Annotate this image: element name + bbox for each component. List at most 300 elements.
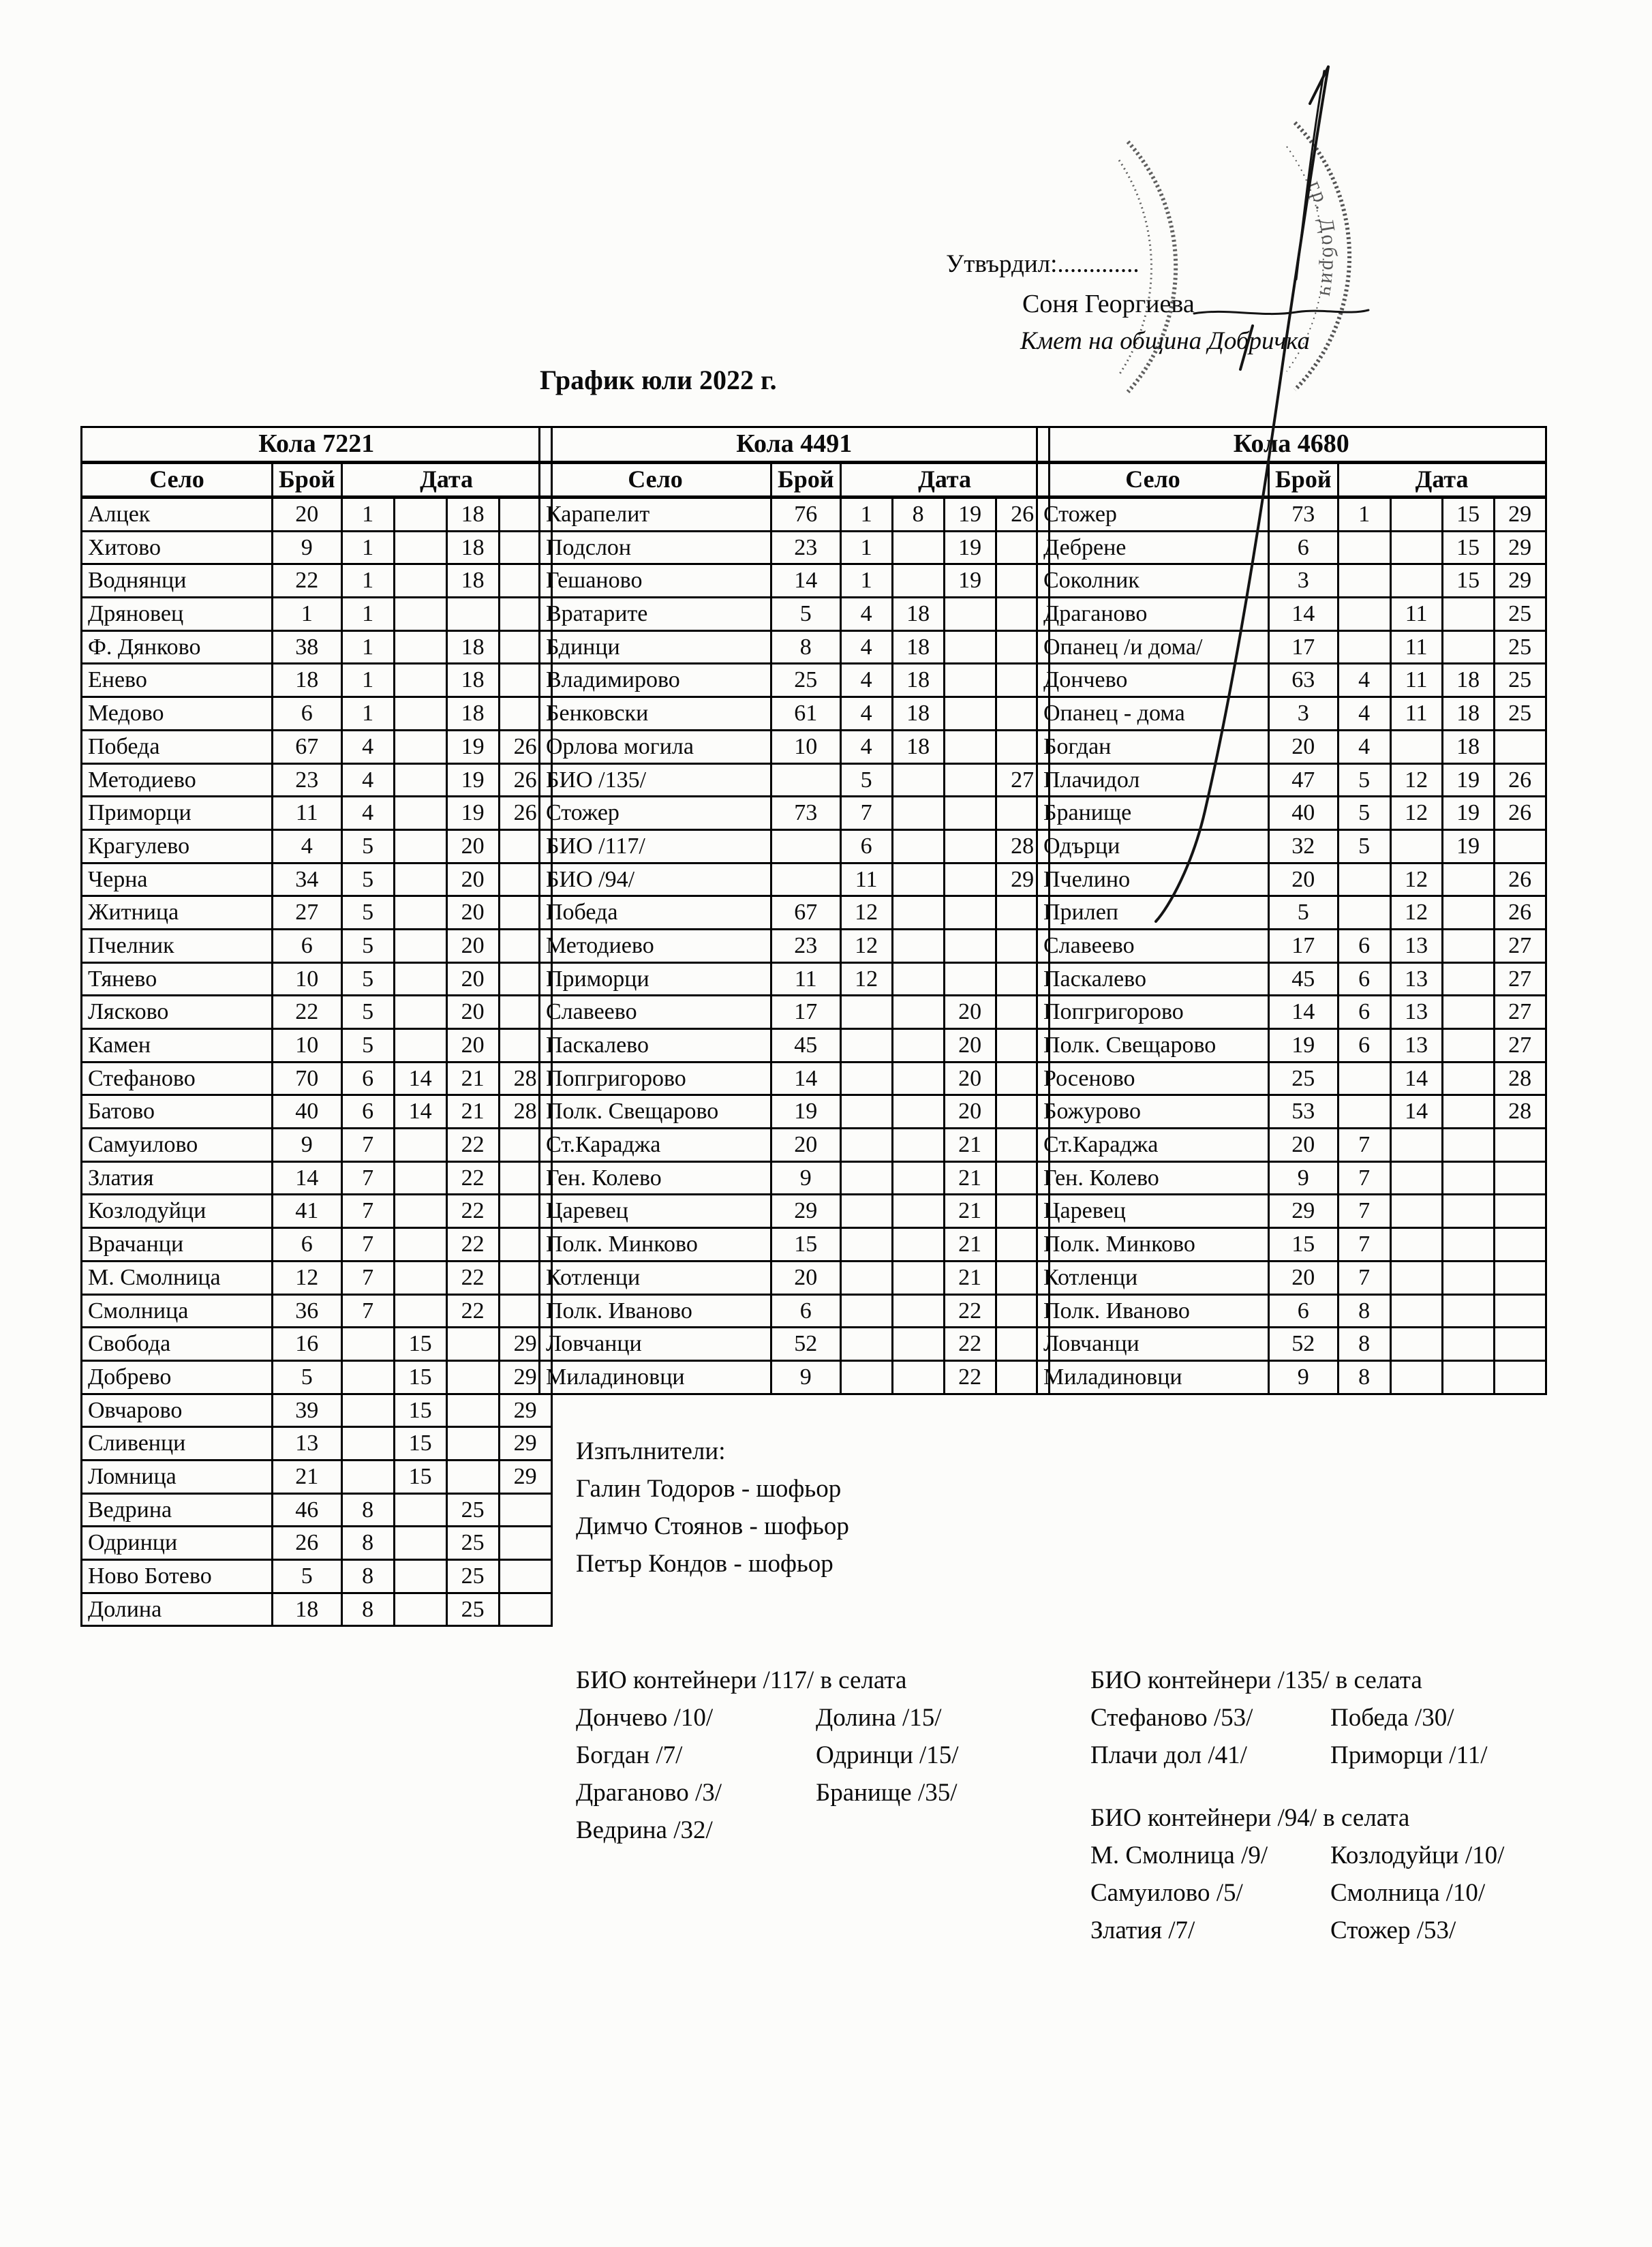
- count-cell: 25: [1269, 1062, 1339, 1095]
- village-cell: Ф. Дянково: [82, 630, 273, 664]
- date-cell: [1442, 1129, 1494, 1162]
- village-cell: Дончево: [1037, 664, 1269, 697]
- village-cell: Полк. Минково: [1037, 1228, 1269, 1262]
- date-cell: 8: [1338, 1294, 1390, 1328]
- date-cell: [840, 996, 892, 1029]
- date-cell: [446, 1328, 499, 1361]
- count-cell: 20: [273, 498, 342, 532]
- table-row: [82, 1493, 552, 1527]
- count-cell: 45: [771, 1029, 841, 1063]
- date-cell: 15: [394, 1328, 446, 1361]
- date-cell: 18: [446, 564, 499, 598]
- date-cell: 15: [394, 1460, 446, 1493]
- executors-list: [576, 1470, 849, 1583]
- table-row: [82, 1593, 552, 1626]
- table-row: [1037, 1129, 1546, 1162]
- date-cell: 1: [341, 664, 394, 697]
- date-cell: 21: [446, 1062, 499, 1095]
- date-cell: 28: [996, 829, 1049, 863]
- date-cell: 6: [840, 829, 892, 863]
- date-cell: [1494, 1261, 1546, 1294]
- date-cell: [840, 1360, 892, 1394]
- date-cell: 19: [1442, 829, 1494, 863]
- date-cell: [1442, 962, 1494, 996]
- date-cell: 6: [1338, 996, 1390, 1029]
- village-cell: Драганово: [1037, 598, 1269, 631]
- village-cell: Опанец /и дома/: [1037, 630, 1269, 664]
- date-cell: [892, 929, 944, 962]
- table-row: [1037, 531, 1546, 564]
- village-cell: Тянево: [82, 962, 273, 996]
- date-cell: 18: [892, 598, 944, 631]
- table-row: [540, 863, 1050, 896]
- date-cell: [840, 1328, 892, 1361]
- village-cell: Ст.Караджа: [540, 1129, 771, 1162]
- village-cell: Ловчанци: [1037, 1328, 1269, 1361]
- date-cell: [446, 1394, 499, 1427]
- date-cell: [944, 730, 996, 763]
- executors-title: Изпълнители:: [576, 1437, 726, 1465]
- date-cell: [394, 763, 446, 797]
- date-cell: 27: [1494, 962, 1546, 996]
- count-cell: [771, 763, 841, 797]
- date-cell: 22: [446, 1261, 499, 1294]
- date-cell: 8: [341, 1527, 394, 1560]
- date-cell: 18: [1442, 697, 1494, 731]
- village-cell: Ст.Караджа: [1037, 1129, 1269, 1162]
- count-cell: 52: [1269, 1328, 1339, 1361]
- count-cell: 18: [273, 664, 342, 697]
- count-cell: 63: [1269, 664, 1339, 697]
- date-cell: 15: [394, 1427, 446, 1461]
- village-cell: Приморци: [540, 962, 771, 996]
- table-row: [1037, 498, 1546, 532]
- table-row: [1037, 1228, 1546, 1262]
- village-cell: БИО /94/: [540, 863, 771, 896]
- date-cell: [892, 1360, 944, 1394]
- date-cell: 19: [944, 564, 996, 598]
- date-cell: 20: [446, 929, 499, 962]
- date-cell: 4: [341, 763, 394, 797]
- table-row: [1037, 697, 1546, 731]
- date-cell: [1442, 896, 1494, 930]
- count-cell: 20: [1269, 1129, 1339, 1162]
- date-cell: 6: [341, 1095, 394, 1129]
- date-cell: [1494, 1129, 1546, 1162]
- village-cell: Батово: [82, 1095, 273, 1129]
- count-cell: 39: [273, 1394, 342, 1427]
- table-row: [82, 962, 552, 996]
- table-row: [82, 1095, 552, 1129]
- date-cell: [1390, 1294, 1442, 1328]
- date-cell: [1442, 1360, 1494, 1394]
- table-row: [540, 929, 1050, 962]
- date-cell: 6: [1338, 962, 1390, 996]
- page-title: График юли 2022 г.: [540, 365, 777, 395]
- table-row: [82, 1029, 552, 1063]
- table-row: [540, 1228, 1050, 1262]
- count-cell: 5: [273, 1560, 342, 1593]
- date-cell: 21: [944, 1129, 996, 1162]
- village-cell: Котленци: [540, 1261, 771, 1294]
- village-cell: Бдинци: [540, 630, 771, 664]
- date-cell: 27: [996, 763, 1049, 797]
- approver-title: Кмет на община Добричка: [1020, 327, 1311, 355]
- village-cell: Методиево: [82, 763, 273, 797]
- date-cell: 29: [1494, 498, 1546, 532]
- count-cell: 14: [771, 564, 841, 598]
- village-cell: Полк. Минково: [540, 1228, 771, 1262]
- table-row: [1037, 1328, 1546, 1361]
- date-cell: 28: [1494, 1095, 1546, 1129]
- village-cell: Миладиновци: [540, 1360, 771, 1394]
- count-cell: 6: [273, 1228, 342, 1262]
- table-row: [540, 598, 1050, 631]
- date-cell: [1494, 1228, 1546, 1262]
- date-cell: 1: [840, 498, 892, 532]
- date-cell: 1: [341, 598, 394, 631]
- note-title: БИО контейнери /117/ в селата: [576, 1666, 907, 1694]
- approval-label: Утвърдил:.............: [946, 250, 1139, 278]
- village-cell: Воднянци: [82, 564, 273, 598]
- date-cell: [394, 697, 446, 731]
- table-row: [1037, 598, 1546, 631]
- village-cell: Ген. Колево: [540, 1161, 771, 1195]
- note-item: Приморци /11/: [1330, 1741, 1488, 1769]
- count-cell: 25: [771, 664, 841, 697]
- count-cell: 23: [273, 763, 342, 797]
- date-cell: [1442, 1294, 1494, 1328]
- count-cell: 6: [273, 929, 342, 962]
- count-cell: 9: [771, 1161, 841, 1195]
- date-cell: [944, 896, 996, 930]
- table-row: [82, 1394, 552, 1427]
- village-cell: Самуилово: [82, 1129, 273, 1162]
- table-row: [540, 664, 1050, 697]
- count-cell: 20: [1269, 730, 1339, 763]
- table-row: [1037, 1161, 1546, 1195]
- date-cell: [394, 1493, 446, 1527]
- date-cell: 6: [1338, 929, 1390, 962]
- date-cell: 14: [1390, 1095, 1442, 1129]
- village-cell: Лясково: [82, 996, 273, 1029]
- date-cell: [892, 863, 944, 896]
- date-cell: 1: [341, 531, 394, 564]
- village-cell: Божурово: [1037, 1095, 1269, 1129]
- date-cell: 18: [446, 697, 499, 731]
- date-cell: 8: [341, 1560, 394, 1593]
- date-cell: [1494, 1328, 1546, 1361]
- date-cell: 4: [840, 630, 892, 664]
- date-cell: [892, 1328, 944, 1361]
- table-row: [540, 829, 1050, 863]
- village-cell: Победа: [540, 896, 771, 930]
- village-cell: Добрево: [82, 1360, 273, 1394]
- note-row: [576, 1737, 1056, 1774]
- village-cell: Енево: [82, 664, 273, 697]
- count-cell: 20: [1269, 863, 1339, 896]
- note-item: Победа /30/: [1330, 1704, 1454, 1732]
- table-row: [540, 962, 1050, 996]
- count-cell: 22: [273, 996, 342, 1029]
- table-row: [82, 763, 552, 797]
- date-cell: [1338, 598, 1390, 631]
- column-header-village: Село: [82, 463, 273, 498]
- count-cell: [771, 863, 841, 896]
- date-cell: [944, 697, 996, 731]
- table-row: [82, 1328, 552, 1361]
- column-header-count: Брой: [771, 463, 841, 498]
- count-cell: 19: [1269, 1029, 1339, 1063]
- date-cell: 13: [1390, 1029, 1442, 1063]
- village-cell: Владимирово: [540, 664, 771, 697]
- count-cell: 27: [273, 896, 342, 930]
- count-cell: 1: [273, 598, 342, 631]
- date-cell: 22: [446, 1228, 499, 1262]
- count-cell: 9: [771, 1360, 841, 1394]
- village-cell: Методиево: [540, 929, 771, 962]
- date-cell: [944, 863, 996, 896]
- village-cell: Одърци: [1037, 829, 1269, 863]
- date-cell: 29: [1494, 564, 1546, 598]
- table-row: [1037, 1294, 1546, 1328]
- note-row: [576, 1812, 1056, 1849]
- date-cell: [1494, 829, 1546, 863]
- date-cell: 6: [1338, 1029, 1390, 1063]
- date-cell: [499, 1560, 551, 1593]
- date-cell: [341, 1427, 394, 1461]
- village-cell: Бранище: [1037, 797, 1269, 830]
- table-row: [540, 531, 1050, 564]
- date-cell: [394, 498, 446, 532]
- count-cell: 11: [273, 797, 342, 830]
- date-cell: 26: [499, 730, 551, 763]
- bio-note-135: [1090, 1662, 1570, 1774]
- village-cell: Одринци: [82, 1527, 273, 1560]
- count-cell: 32: [1269, 829, 1339, 863]
- table-row: [1037, 896, 1546, 930]
- count-cell: 20: [771, 1129, 841, 1162]
- count-cell: 3: [1269, 697, 1339, 731]
- date-cell: 4: [840, 598, 892, 631]
- count-cell: 6: [273, 697, 342, 731]
- table-row: [82, 896, 552, 930]
- date-cell: [394, 1195, 446, 1228]
- count-cell: 10: [273, 962, 342, 996]
- car-title: Кола 4491: [540, 427, 1050, 463]
- date-cell: [394, 996, 446, 1029]
- date-cell: 5: [341, 829, 394, 863]
- village-cell: БИО /135/: [540, 763, 771, 797]
- village-cell: Богдан: [1037, 730, 1269, 763]
- date-cell: 25: [1494, 630, 1546, 664]
- date-cell: [892, 531, 944, 564]
- count-cell: 10: [771, 730, 841, 763]
- village-cell: Росеново: [1037, 1062, 1269, 1095]
- table-row: [82, 1527, 552, 1560]
- date-cell: 20: [446, 1029, 499, 1063]
- count-cell: 4: [273, 829, 342, 863]
- count-cell: 9: [1269, 1161, 1339, 1195]
- count-cell: 38: [273, 630, 342, 664]
- count-cell: 17: [1269, 630, 1339, 664]
- village-cell: Паскалево: [540, 1029, 771, 1063]
- date-cell: [394, 1294, 446, 1328]
- table-row: [82, 1360, 552, 1394]
- date-cell: [1494, 1195, 1546, 1228]
- column-header-date: Дата: [1338, 463, 1546, 498]
- table-row: [82, 1129, 552, 1162]
- table-row: [540, 763, 1050, 797]
- table-row: [82, 929, 552, 962]
- table-row: [540, 896, 1050, 930]
- table-row: [82, 1161, 552, 1195]
- date-cell: 1: [341, 564, 394, 598]
- village-cell: Ломница: [82, 1460, 273, 1493]
- date-cell: [341, 1460, 394, 1493]
- count-cell: 5: [1269, 896, 1339, 930]
- date-cell: [394, 863, 446, 896]
- date-cell: 8: [1338, 1328, 1390, 1361]
- date-cell: [1442, 1095, 1494, 1129]
- table-row: [1037, 1261, 1546, 1294]
- count-cell: 76: [771, 498, 841, 532]
- date-cell: [944, 929, 996, 962]
- date-cell: 7: [1338, 1195, 1390, 1228]
- count-cell: 46: [273, 1493, 342, 1527]
- date-cell: 4: [341, 730, 394, 763]
- date-cell: 12: [840, 929, 892, 962]
- village-cell: Сливенци: [82, 1427, 273, 1461]
- date-cell: [1338, 564, 1390, 598]
- date-cell: 21: [944, 1228, 996, 1262]
- date-cell: 25: [446, 1593, 499, 1626]
- date-cell: 18: [892, 697, 944, 731]
- count-cell: 10: [273, 1029, 342, 1063]
- village-cell: Орлова могила: [540, 730, 771, 763]
- date-cell: 20: [944, 1062, 996, 1095]
- count-cell: 11: [771, 962, 841, 996]
- date-cell: [1494, 1360, 1546, 1394]
- date-cell: [944, 829, 996, 863]
- date-cell: [944, 797, 996, 830]
- date-cell: 12: [1390, 763, 1442, 797]
- table-row: [1037, 797, 1546, 830]
- column-header-village: Село: [540, 463, 771, 498]
- date-cell: [1390, 1328, 1442, 1361]
- date-cell: [1442, 996, 1494, 1029]
- village-cell: Плачидол: [1037, 763, 1269, 797]
- date-cell: [840, 1062, 892, 1095]
- count-cell: 61: [771, 697, 841, 731]
- date-cell: [446, 1360, 499, 1394]
- date-cell: 4: [1338, 697, 1390, 731]
- note-row: [1090, 1912, 1570, 1949]
- village-cell: Гешаново: [540, 564, 771, 598]
- table-row: [1037, 564, 1546, 598]
- village-cell: БИО /117/: [540, 829, 771, 863]
- date-cell: [1338, 863, 1390, 896]
- date-cell: [1442, 1062, 1494, 1095]
- date-cell: [1494, 1294, 1546, 1328]
- date-cell: 27: [1494, 1029, 1546, 1063]
- date-cell: 25: [446, 1493, 499, 1527]
- date-cell: [944, 664, 996, 697]
- date-cell: [892, 763, 944, 797]
- date-cell: [892, 896, 944, 930]
- date-cell: [1338, 531, 1390, 564]
- date-cell: 27: [1494, 996, 1546, 1029]
- table-row: [82, 1427, 552, 1461]
- date-cell: 19: [446, 730, 499, 763]
- date-cell: 8: [341, 1593, 394, 1626]
- count-cell: 19: [771, 1095, 841, 1129]
- date-cell: [892, 1261, 944, 1294]
- date-cell: [892, 1161, 944, 1195]
- village-cell: Свобода: [82, 1328, 273, 1361]
- note-item: Златия /7/: [1090, 1916, 1195, 1944]
- date-cell: [394, 829, 446, 863]
- count-cell: 14: [273, 1161, 342, 1195]
- count-cell: 3: [1269, 564, 1339, 598]
- date-cell: 19: [446, 797, 499, 830]
- date-cell: [892, 1062, 944, 1095]
- date-cell: 26: [996, 498, 1049, 532]
- date-cell: 8: [892, 498, 944, 532]
- count-cell: 9: [1269, 1360, 1339, 1394]
- village-cell: Паскалево: [1037, 962, 1269, 996]
- village-cell: Царевец: [1037, 1195, 1269, 1228]
- count-cell: 36: [273, 1294, 342, 1328]
- village-cell: Попгригорово: [540, 1062, 771, 1095]
- date-cell: [892, 797, 944, 830]
- date-cell: 7: [1338, 1129, 1390, 1162]
- date-cell: 26: [1494, 763, 1546, 797]
- date-cell: [944, 763, 996, 797]
- count-cell: 47: [1269, 763, 1339, 797]
- column-header-count: Брой: [273, 463, 342, 498]
- date-cell: [1442, 1195, 1494, 1228]
- date-cell: [1442, 1261, 1494, 1294]
- date-cell: [1390, 1195, 1442, 1228]
- count-cell: 67: [273, 730, 342, 763]
- table-row: [82, 797, 552, 830]
- table-row: [1037, 1095, 1546, 1129]
- date-cell: 21: [446, 1095, 499, 1129]
- date-cell: 5: [1338, 763, 1390, 797]
- date-cell: [446, 598, 499, 631]
- village-cell: Пчелник: [82, 929, 273, 962]
- date-cell: [944, 630, 996, 664]
- village-cell: Крагулево: [82, 829, 273, 863]
- village-cell: Прилеп: [1037, 896, 1269, 930]
- count-cell: 45: [1269, 962, 1339, 996]
- date-cell: [394, 1228, 446, 1262]
- date-cell: 25: [1494, 697, 1546, 731]
- date-cell: [394, 896, 446, 930]
- date-cell: [394, 1129, 446, 1162]
- date-cell: 12: [840, 896, 892, 930]
- table-row: [540, 797, 1050, 830]
- village-cell: Овчарово: [82, 1394, 273, 1427]
- date-cell: [446, 1460, 499, 1493]
- date-cell: [892, 1095, 944, 1129]
- count-cell: 67: [771, 896, 841, 930]
- date-cell: 20: [446, 962, 499, 996]
- date-cell: 5: [1338, 829, 1390, 863]
- date-cell: [1390, 1261, 1442, 1294]
- table-row: [82, 498, 552, 532]
